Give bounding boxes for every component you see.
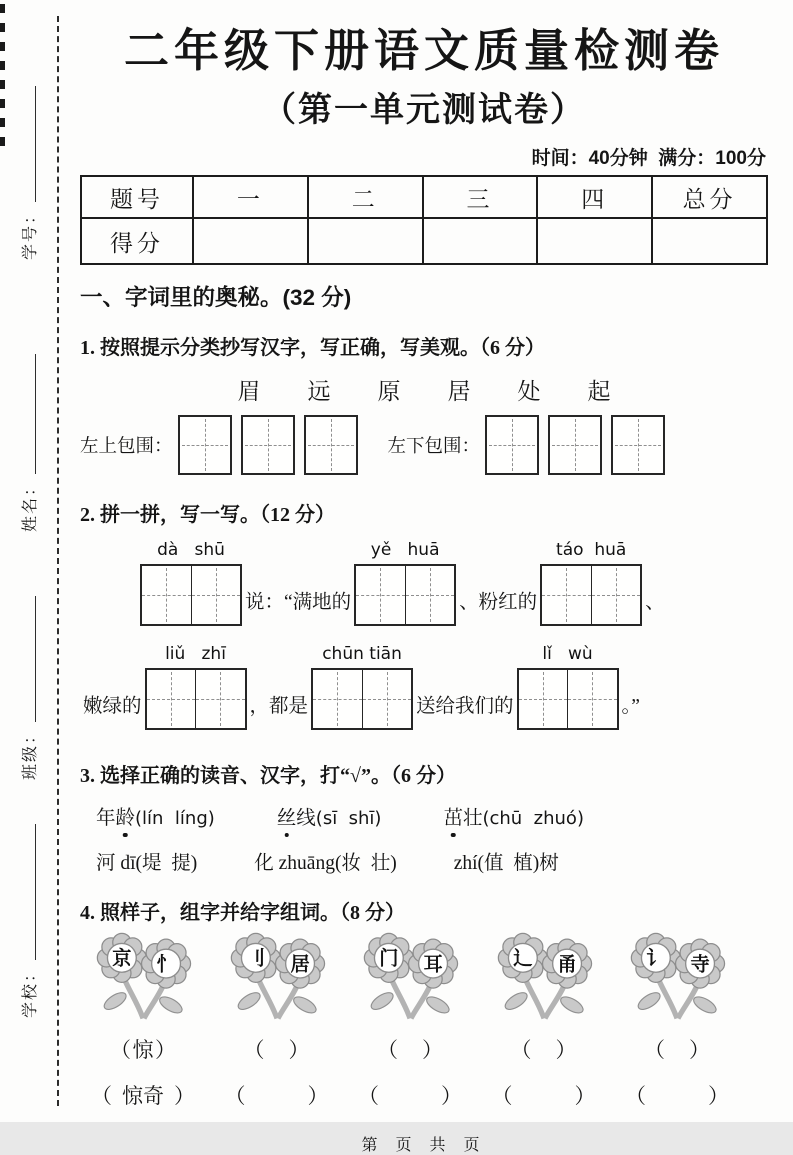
flower-character-right: 耳: [423, 954, 443, 976]
q1-character: 远: [307, 379, 331, 404]
flower-character-right: 甬: [556, 954, 577, 976]
flower-character-left: 讠: [646, 948, 666, 970]
tianzige-box: [548, 415, 602, 475]
writing-box: [354, 564, 456, 626]
q1-character: 居: [447, 379, 471, 404]
flower-pair-icon: [348, 929, 472, 1027]
score-cell-empty: [537, 218, 652, 264]
student-id-label: 学号：: [22, 205, 39, 260]
flower-character-left: 门: [379, 948, 399, 970]
dotted-character: 茁: [443, 802, 463, 830]
pinyin-label: lǐ wù: [542, 644, 593, 664]
score-table-header-cell: 四: [537, 176, 652, 218]
q4-char-answer-slot: （ ）: [243, 1038, 310, 1062]
score-cell-empty: [652, 218, 767, 264]
tianzige-box: [178, 415, 232, 475]
score-cell-empty: [193, 218, 308, 264]
seal-dashed-line: [57, 16, 59, 1106]
flower-character-right: 寺: [690, 954, 710, 976]
q3-item: 年龄(lín líng): [96, 802, 215, 830]
school-blank-line: [35, 824, 36, 960]
q1-character-list: [80, 373, 768, 406]
score-table-header-cell: 题号: [81, 176, 193, 218]
flower-character-right: 忄: [156, 954, 176, 976]
seal-field-name: [16, 352, 40, 532]
q4-char-answer-slot: （ ）: [377, 1038, 443, 1062]
score-row-label: 得分: [81, 218, 193, 264]
q4-word-answer-slot: （ ）: [625, 1084, 729, 1108]
time-score-meta: 时间：40分钟 满分：100分: [531, 148, 766, 169]
q3-item: zhí(值 植)树: [453, 853, 559, 874]
section-one-heading: 一、字词里的奥秘。(32 分): [80, 285, 352, 310]
score-table-header-cell: 二: [308, 176, 423, 218]
score-table-header-row: [81, 176, 767, 218]
flower-pair-icon: [215, 929, 339, 1027]
q3-item: 丝线(sī shī): [277, 802, 382, 830]
q1-group2-label: 左下包围：: [387, 437, 481, 457]
q3-choices-line-1: [80, 802, 768, 830]
q2-connector-text: 、: [645, 592, 665, 613]
writing-box: [311, 668, 413, 730]
writing-box: [540, 564, 642, 626]
seal-field-school: [16, 822, 40, 1018]
q1-prompt: 1. 按照提示分类抄写汉字，写正确，写美观。（6 分）: [80, 337, 545, 359]
school-label: 学校：: [22, 963, 39, 1018]
name-blank-line: [35, 354, 36, 474]
q2-pinyin-box: [145, 644, 247, 730]
q2-pinyin-box: [540, 540, 642, 626]
q2-pinyin-box: [517, 644, 619, 730]
pinyin-label: táo huā: [556, 540, 627, 560]
pinyin-label: yě huā: [370, 540, 440, 560]
dotted-character: 丝: [277, 802, 297, 830]
q3-prompt: 3. 选择正确的读音、汉字，打“√”。（6 分）: [80, 765, 456, 787]
tianzige-box: [485, 415, 539, 475]
writing-box: [140, 564, 242, 626]
q1-character: 处: [517, 379, 541, 404]
page-footer: 第 页 共 页: [361, 1137, 487, 1154]
scan-edge-artifact: [0, 4, 5, 156]
page-title: 二年级下册语文质量检测卷: [123, 25, 724, 76]
q1-character: 原: [377, 379, 401, 404]
q2-connector-text: 送给我们的: [416, 696, 514, 717]
class-label: 班级：: [22, 725, 39, 780]
paper-content: [80, 0, 768, 1155]
q4-char-answer-slot: （ ）: [510, 1038, 577, 1062]
q2-connector-text: 、粉红的: [459, 592, 538, 613]
flower-character-right: 居: [289, 954, 310, 976]
score-cell-empty: [308, 218, 423, 264]
q3-item: 茁壮(chū zhuó): [443, 802, 584, 830]
tianzige-box: [611, 415, 665, 475]
q1-writing-grids: [80, 415, 768, 475]
q2-pinyin-box: [311, 644, 413, 730]
flower-pair-icon: [482, 929, 606, 1027]
score-table-header-cell: 总分: [652, 176, 767, 218]
seal-field-class: [16, 594, 40, 780]
q4-column: [214, 929, 340, 1110]
score-table-header-cell: 一: [193, 176, 308, 218]
q2-prompt: 2. 拼一拼，写一写。（12 分）: [80, 504, 335, 526]
flower-character-left: 京: [112, 948, 132, 970]
q4-word-answer-slot: （ ）: [358, 1084, 462, 1108]
q3-item: 河 dī(堤 提): [96, 853, 198, 874]
q1-group2-boxes: [485, 415, 665, 475]
pinyin-label: dà shū: [157, 540, 225, 560]
q2-connector-text: 嫩绿的: [83, 696, 142, 717]
class-blank-line: [35, 596, 36, 722]
page-subtitle: （第一单元测试卷）: [262, 91, 586, 129]
flower-character-left: 刂: [245, 948, 265, 970]
q4-word-answer-slot: （ 惊奇 ）: [91, 1084, 195, 1108]
pinyin-label: liǔ zhī: [165, 644, 226, 664]
q2-pinyin-box: [140, 540, 242, 626]
q3-item: 化 zhuāng(妆 壮): [254, 853, 397, 874]
q1-character: 起: [587, 379, 611, 404]
flower-character-left: 辶: [512, 948, 532, 970]
q3-choices-line-2: [80, 847, 768, 875]
seal-field-student-id: [16, 84, 40, 260]
q4-word-answer-slot: （ ）: [224, 1084, 329, 1108]
score-table-header-cell: 三: [423, 176, 538, 218]
q2-line-1: [140, 540, 768, 626]
name-label: 姓名：: [22, 477, 39, 532]
q2-pinyin-box: [354, 540, 456, 626]
tianzige-box: [241, 415, 295, 475]
q4-column: [80, 929, 206, 1110]
q4-char-answer-slot: （ 惊 ）: [110, 1038, 176, 1062]
writing-box: [517, 668, 619, 730]
pinyin-label: chūn tiān: [322, 644, 402, 664]
q2-connector-text: ，都是: [249, 696, 309, 717]
q1-group1-label: 左上包围：: [80, 437, 173, 457]
q4-flower-columns: [80, 929, 740, 1110]
q2-connector-text: 说：“满地的: [245, 592, 352, 613]
flower-pair-icon: [81, 929, 205, 1027]
q4-prompt: 4. 照样子，组字并给字组词。（8 分）: [80, 902, 405, 924]
q2-connector-text: 。”: [621, 696, 640, 717]
student-id-blank-line: [35, 86, 36, 202]
tianzige-box: [304, 415, 358, 475]
q4-column: [347, 929, 473, 1110]
q4-word-answer-slot: （ ）: [491, 1084, 596, 1108]
q4-column: [481, 929, 607, 1110]
score-cell-empty: [423, 218, 538, 264]
q1-group1-boxes: [178, 415, 358, 475]
score-table-score-row: [81, 218, 767, 264]
score-table: [80, 175, 768, 265]
q4-column: [614, 929, 740, 1110]
writing-box: [145, 668, 247, 730]
q2-line-2: [80, 644, 768, 730]
q1-character: 眉: [237, 379, 261, 404]
flower-pair-icon: [615, 929, 739, 1027]
dotted-character: 龄: [116, 802, 136, 830]
q4-char-answer-slot: （ ）: [644, 1038, 710, 1062]
